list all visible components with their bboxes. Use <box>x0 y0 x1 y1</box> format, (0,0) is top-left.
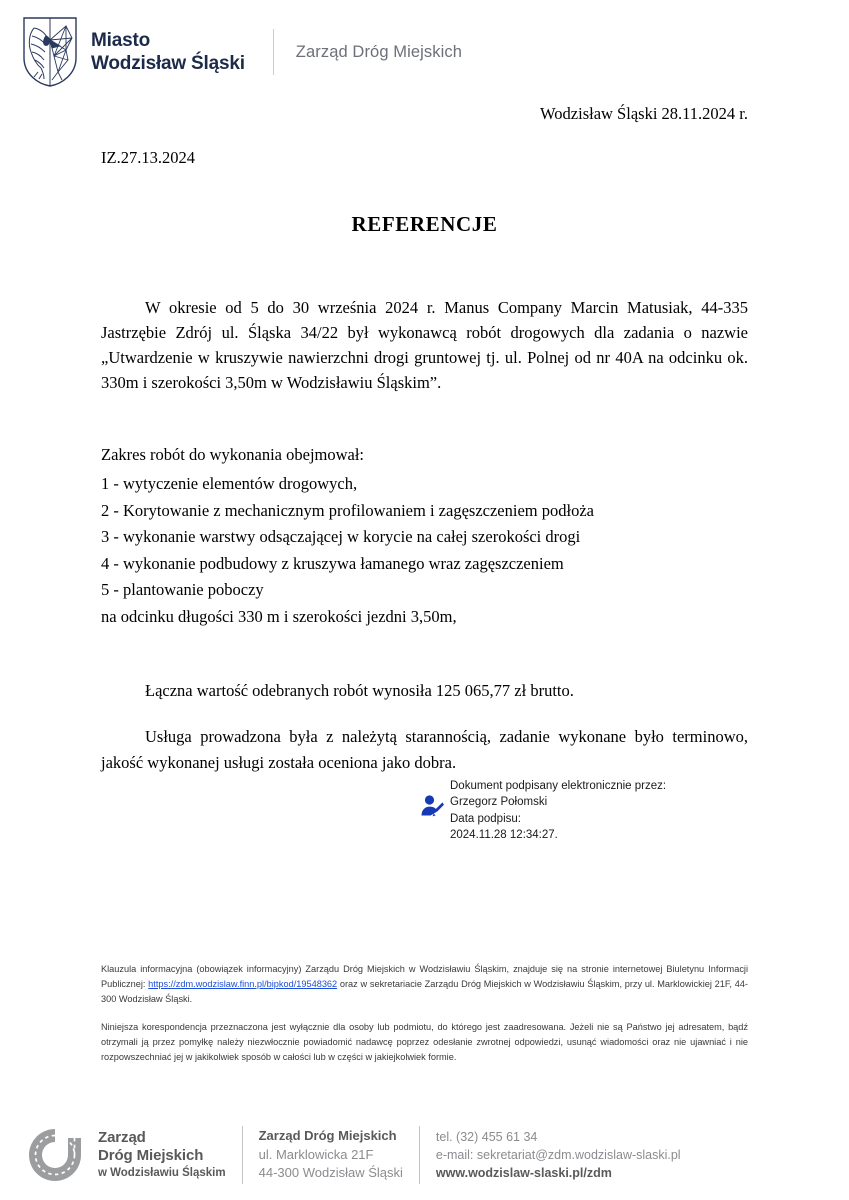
footer-address-line1: Zarząd Dróg Miejskich <box>258 1127 397 1143</box>
bip-link[interactable]: https://zdm.wodzislaw.finn.pl/bipkod/19548362 <box>148 978 338 989</box>
reference-number: IZ.27.13.2024 <box>101 148 195 167</box>
electronic-signature-block <box>420 778 666 843</box>
scope-item: 5 - plantowanie poboczy <box>101 580 264 600</box>
scope-lead: Zakres robót do wykonania obejmował: <box>101 445 365 465</box>
intro-paragraph: W okresie od 5 do 30 września 2024 r. Manus Company Marcin Matusiak, 44-335 Jastrzębie Zdrój ul. Śląska 34/22 był wykonawcą robót drogowych dla zadania o nazwie „Utwardzenie w kruszywie nawierzchni drogi gruntowej tj. ul. Polnej od nr 40A na odcinku ok. 330m i szerokości 3,50m w Wodzisławiu Śląskim”. <box>101 298 748 393</box>
footer-divider <box>419 1126 420 1184</box>
signature-line-date-value: 2024.11.28 12:34:27. <box>450 828 558 841</box>
footer-contact <box>436 1128 681 1182</box>
footer-email: e-mail: sekretariat@zdm.wodzislaw-slaski.pl <box>435 1147 681 1162</box>
footer-phone: tel. (32) 455 61 34 <box>435 1129 538 1144</box>
total-value-paragraph: Łączna wartość odebranych robót wynosiła 125 065,77 zł brutto. <box>145 681 574 701</box>
city-name-line2: Wodzisław Śląski <box>91 53 245 74</box>
signature-text <box>450 778 666 843</box>
signature-line-intro: Dokument podpisany elektronicznie przez: <box>450 780 667 792</box>
page-title: REFERENCJE <box>351 212 498 236</box>
legal-notice <box>101 962 748 1064</box>
city-coat-of-arms-icon <box>22 16 78 88</box>
letter-body <box>101 100 748 775</box>
scope-item: 2 - Korytowanie z mechanicznym profilowaniem i zagęszczeniem podłoża <box>101 500 594 520</box>
page-header <box>22 14 462 90</box>
scope-tail: na odcinku długości 330 m i szerokości jezdni 3,50m, <box>101 606 457 626</box>
footer-address-line3: 44-300 Wodzisław Śląski <box>258 1165 403 1181</box>
footer-brand-line3: w Wodzisławiu Śląskim <box>98 1167 226 1180</box>
legal-text-part1: Klauzula informacyjna (obowiązek informacyjny) Zarządu Dróg Miejskich w Wodzisławiu Śląskim, znajduje się na stronie internetowej Biuletynu Informacji Publicznej: <box>101 964 748 989</box>
city-name-line1: Miasto <box>91 29 150 51</box>
scope-section <box>101 443 748 625</box>
footer-brand-line1: Zarząd <box>98 1129 146 1147</box>
scope-item: 4 - wykonanie podbudowy z kruszywa łamanego wraz zagęszczeniem <box>101 553 564 573</box>
header-department-name: Zarząd Dróg Miejskich <box>295 42 463 61</box>
footer-website[interactable]: www.wodzislaw-slaski.pl/zdm <box>435 1166 612 1181</box>
header-divider <box>273 29 274 75</box>
footer-address-line2: ul. Marklowicka 21F <box>258 1146 374 1162</box>
scope-item: 3 - wykonanie warstwy odsączającej w korycie na całej szerokości drogi <box>101 527 581 547</box>
page-footer <box>24 1124 681 1186</box>
city-name <box>91 29 245 75</box>
quality-paragraph: Usługa prowadzona była z należytą starannością, zadanie wykonane było terminowo, jakość wykonanej usługi została oceniona jako dobra. <box>101 726 748 772</box>
footer-address <box>259 1127 403 1184</box>
place-and-date: Wodzisław Śląski 28.11.2024 r. <box>540 104 748 123</box>
legal-text-part2: oraz w sekretariacie Zarządu Dróg Miejskich w Wodzisławiu Śląskim, przy ul. Marklowickiej 21F, 44-300 Wodzisław Śląski. <box>101 978 748 1004</box>
footer-brand <box>98 1129 226 1181</box>
footer-divider <box>242 1126 243 1184</box>
zdm-logo-icon <box>24 1124 86 1186</box>
scope-item: 1 - wytyczenie elementów drogowych, <box>101 474 358 494</box>
signature-line-date-label: Data podpisu: <box>450 812 521 825</box>
legal-block-information-clause <box>101 962 748 1007</box>
signature-line-name: Grzegorz Połomski <box>450 796 548 809</box>
signed-person-icon <box>420 793 446 819</box>
footer-brand-line2: Dróg Miejskich <box>98 1147 204 1165</box>
legal-block-confidentiality: Niniejsza korespondencja przeznaczona jest wyłącznie dla osoby lub podmiotu, do którego jest zaadresowana. Jeżeli nie są Państwo jej adresatem, bądź otrzymali ją przez pomyłkę należy niezwłocznie powiadomić nadawcę poprzez odesłanie zwrotnej odpowiedzi, usunąć wiadomości oraz nie ujawniać i nie rozpowszechniać jej w jakikolwiek sposób w całości lub w części w jakiejkolwiek formie. <box>101 1021 748 1062</box>
